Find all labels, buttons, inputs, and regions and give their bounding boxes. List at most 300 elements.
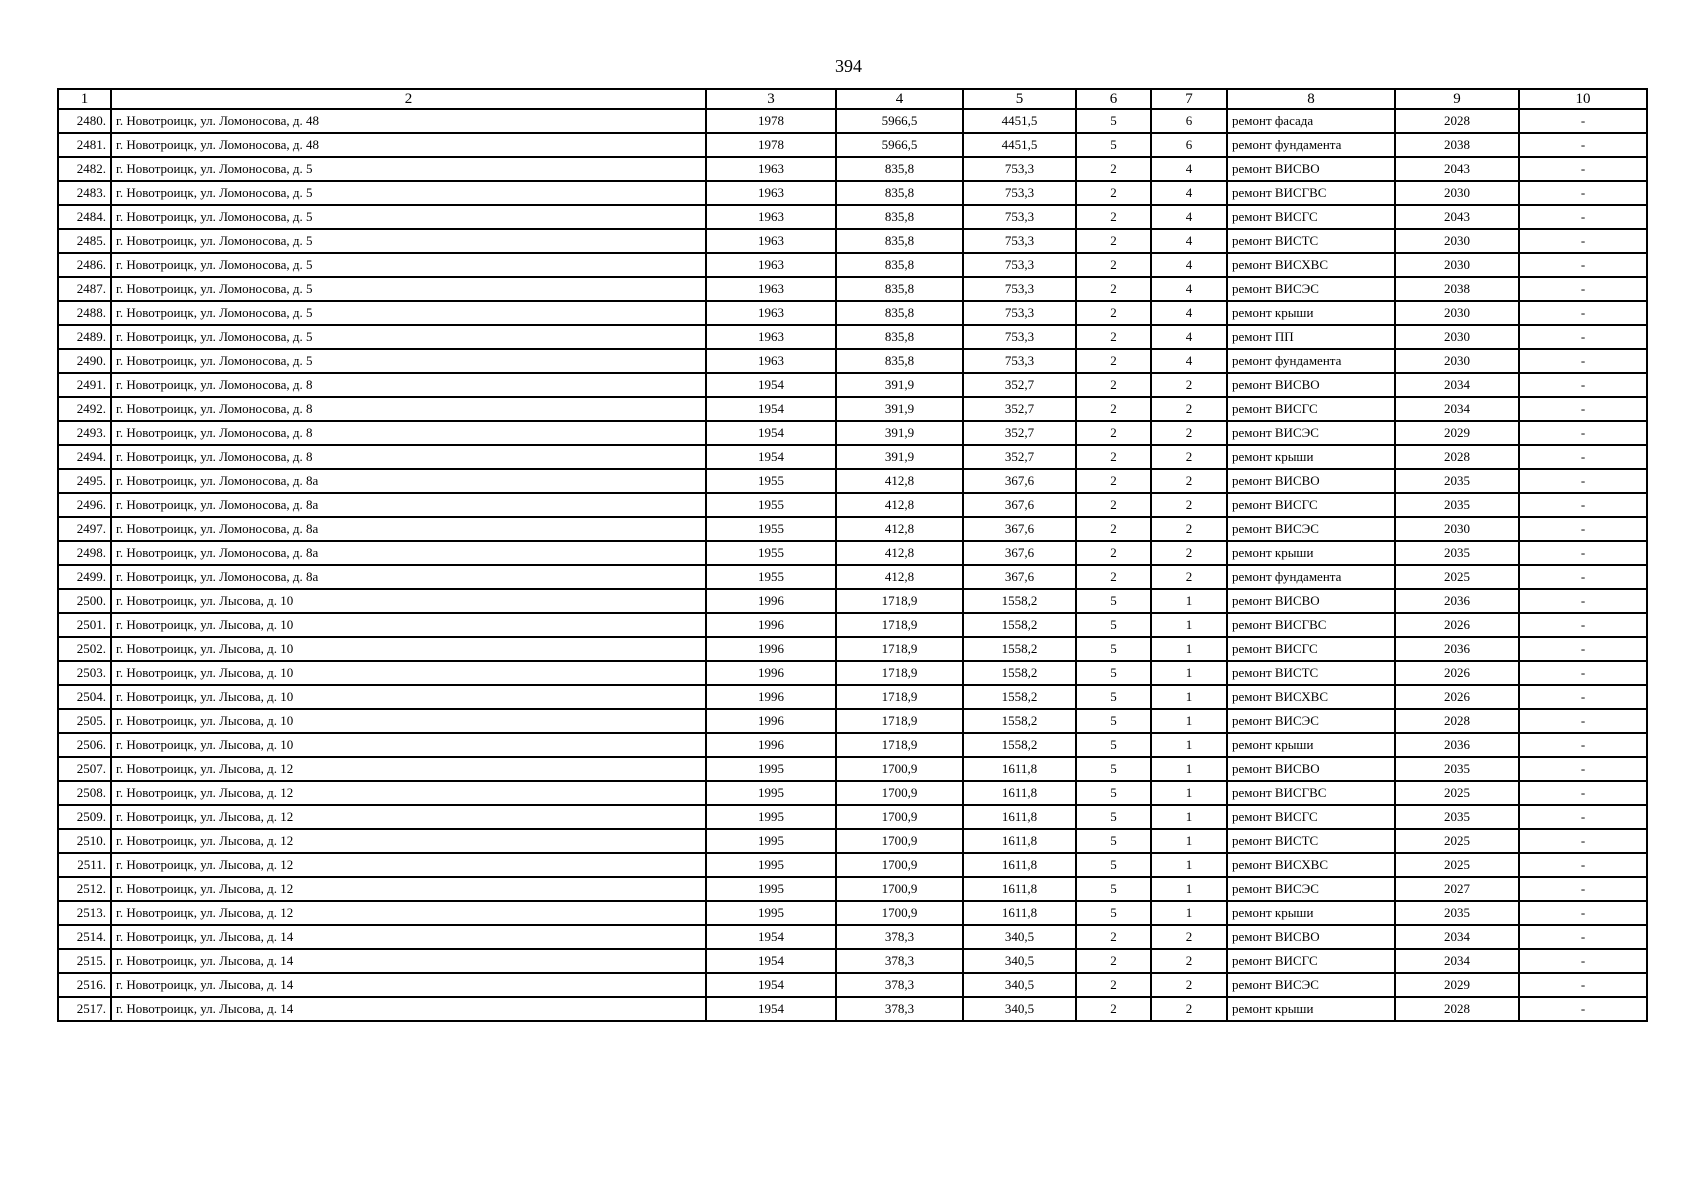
column-10-cell: - <box>1519 109 1647 133</box>
row-number: 2512. <box>58 877 111 901</box>
row-number: 2483. <box>58 181 111 205</box>
column-10-cell: - <box>1519 301 1647 325</box>
work-type-cell: ремонт ПП <box>1227 325 1395 349</box>
column-10-cell: - <box>1519 709 1647 733</box>
living-area-cell: 753,3 <box>963 205 1076 229</box>
floors-cell: 5 <box>1076 661 1151 685</box>
total-area-cell: 1700,9 <box>836 757 963 781</box>
row-number: 2497. <box>58 517 111 541</box>
table-row <box>58 469 1647 493</box>
year-built-cell: 1955 <box>706 541 836 565</box>
work-type-cell: ремонт ВИСХВС <box>1227 685 1395 709</box>
total-area-cell: 412,8 <box>836 493 963 517</box>
entrances-cell: 4 <box>1151 349 1227 373</box>
table-row <box>58 325 1647 349</box>
row-number: 2514. <box>58 925 111 949</box>
column-10-cell: - <box>1519 349 1647 373</box>
row-number: 2500. <box>58 589 111 613</box>
column-header-4: 4 <box>836 89 963 109</box>
total-area-cell: 412,8 <box>836 565 963 589</box>
work-type-cell: ремонт крыши <box>1227 301 1395 325</box>
row-number: 2492. <box>58 397 111 421</box>
work-type-cell: ремонт ВИСТС <box>1227 829 1395 853</box>
table-row <box>58 877 1647 901</box>
living-area-cell: 1558,2 <box>963 637 1076 661</box>
entrances-cell: 1 <box>1151 637 1227 661</box>
column-10-cell: - <box>1519 925 1647 949</box>
address-cell: г. Новотроицк, ул. Лысова, д. 12 <box>111 901 706 925</box>
column-10-cell: - <box>1519 781 1647 805</box>
floors-cell: 2 <box>1076 253 1151 277</box>
work-type-cell: ремонт крыши <box>1227 997 1395 1021</box>
total-area-cell: 835,8 <box>836 253 963 277</box>
living-area-cell: 753,3 <box>963 349 1076 373</box>
year-built-cell: 1954 <box>706 421 836 445</box>
floors-cell: 2 <box>1076 925 1151 949</box>
row-number: 2484. <box>58 205 111 229</box>
row-number: 2480. <box>58 109 111 133</box>
floors-cell: 5 <box>1076 733 1151 757</box>
table-row <box>58 133 1647 157</box>
planned-year-cell: 2034 <box>1395 373 1519 397</box>
work-type-cell: ремонт ВИСХВС <box>1227 853 1395 877</box>
year-built-cell: 1995 <box>706 877 836 901</box>
total-area-cell: 1718,9 <box>836 709 963 733</box>
table-row <box>58 181 1647 205</box>
living-area-cell: 352,7 <box>963 421 1076 445</box>
floors-cell: 5 <box>1076 829 1151 853</box>
entrances-cell: 2 <box>1151 397 1227 421</box>
table-row <box>58 829 1647 853</box>
entrances-cell: 4 <box>1151 229 1227 253</box>
total-area-cell: 1700,9 <box>836 877 963 901</box>
table-row <box>58 565 1647 589</box>
address-cell: г. Новотроицк, ул. Лысова, д. 10 <box>111 733 706 757</box>
living-area-cell: 367,6 <box>963 493 1076 517</box>
entrances-cell: 2 <box>1151 997 1227 1021</box>
year-built-cell: 1954 <box>706 925 836 949</box>
row-number: 2509. <box>58 805 111 829</box>
page-number: 394 <box>835 56 862 76</box>
entrances-cell: 1 <box>1151 805 1227 829</box>
year-built-cell: 1954 <box>706 373 836 397</box>
column-header-7: 7 <box>1151 89 1227 109</box>
work-type-cell: ремонт ВИСЭС <box>1227 973 1395 997</box>
address-cell: г. Новотроицк, ул. Ломоносова, д. 8а <box>111 565 706 589</box>
year-built-cell: 1978 <box>706 133 836 157</box>
total-area-cell: 1718,9 <box>836 637 963 661</box>
column-10-cell: - <box>1519 973 1647 997</box>
column-10-cell: - <box>1519 517 1647 541</box>
address-cell: г. Новотроицк, ул. Ломоносова, д. 8а <box>111 469 706 493</box>
work-type-cell: ремонт ВИСВО <box>1227 925 1395 949</box>
address-cell: г. Новотроицк, ул. Лысова, д. 12 <box>111 757 706 781</box>
planned-year-cell: 2043 <box>1395 157 1519 181</box>
row-number: 2502. <box>58 637 111 661</box>
entrances-cell: 6 <box>1151 109 1227 133</box>
column-10-cell: - <box>1519 397 1647 421</box>
year-built-cell: 1996 <box>706 733 836 757</box>
planned-year-cell: 2030 <box>1395 229 1519 253</box>
floors-cell: 5 <box>1076 781 1151 805</box>
total-area-cell: 5966,5 <box>836 133 963 157</box>
total-area-cell: 1718,9 <box>836 661 963 685</box>
table-row <box>58 637 1647 661</box>
table-row <box>58 445 1647 469</box>
housing-repair-table <box>57 88 1648 1022</box>
work-type-cell: ремонт ВИСВО <box>1227 589 1395 613</box>
total-area-cell: 1718,9 <box>836 685 963 709</box>
table-row <box>58 709 1647 733</box>
table-row <box>58 541 1647 565</box>
row-number: 2481. <box>58 133 111 157</box>
floors-cell: 2 <box>1076 493 1151 517</box>
planned-year-cell: 2030 <box>1395 325 1519 349</box>
address-cell: г. Новотроицк, ул. Ломоносова, д. 48 <box>111 133 706 157</box>
year-built-cell: 1963 <box>706 349 836 373</box>
total-area-cell: 378,3 <box>836 949 963 973</box>
column-header-9: 9 <box>1395 89 1519 109</box>
entrances-cell: 1 <box>1151 829 1227 853</box>
address-cell: г. Новотроицк, ул. Ломоносова, д. 5 <box>111 229 706 253</box>
living-area-cell: 1611,8 <box>963 829 1076 853</box>
address-cell: г. Новотроицк, ул. Ломоносова, д. 5 <box>111 301 706 325</box>
address-cell: г. Новотроицк, ул. Ломоносова, д. 8а <box>111 541 706 565</box>
entrances-cell: 4 <box>1151 301 1227 325</box>
entrances-cell: 2 <box>1151 973 1227 997</box>
planned-year-cell: 2035 <box>1395 901 1519 925</box>
living-area-cell: 753,3 <box>963 157 1076 181</box>
column-10-cell: - <box>1519 901 1647 925</box>
row-number: 2511. <box>58 853 111 877</box>
column-10-cell: - <box>1519 661 1647 685</box>
planned-year-cell: 2035 <box>1395 541 1519 565</box>
living-area-cell: 4451,5 <box>963 109 1076 133</box>
planned-year-cell: 2035 <box>1395 469 1519 493</box>
floors-cell: 5 <box>1076 853 1151 877</box>
address-cell: г. Новотроицк, ул. Ломоносова, д. 5 <box>111 205 706 229</box>
floors-cell: 5 <box>1076 901 1151 925</box>
address-cell: г. Новотроицк, ул. Ломоносова, д. 48 <box>111 109 706 133</box>
floors-cell: 2 <box>1076 229 1151 253</box>
living-area-cell: 340,5 <box>963 973 1076 997</box>
total-area-cell: 378,3 <box>836 997 963 1021</box>
table-row <box>58 733 1647 757</box>
address-cell: г. Новотроицк, ул. Лысова, д. 10 <box>111 709 706 733</box>
total-area-cell: 378,3 <box>836 973 963 997</box>
planned-year-cell: 2029 <box>1395 973 1519 997</box>
planned-year-cell: 2030 <box>1395 181 1519 205</box>
planned-year-cell: 2026 <box>1395 661 1519 685</box>
planned-year-cell: 2034 <box>1395 949 1519 973</box>
work-type-cell: ремонт ВИСВО <box>1227 757 1395 781</box>
column-10-cell: - <box>1519 229 1647 253</box>
table-row <box>58 373 1647 397</box>
year-built-cell: 1996 <box>706 709 836 733</box>
year-built-cell: 1963 <box>706 325 836 349</box>
table-row <box>58 277 1647 301</box>
table-row <box>58 973 1647 997</box>
entrances-cell: 2 <box>1151 565 1227 589</box>
year-built-cell: 1996 <box>706 613 836 637</box>
year-built-cell: 1954 <box>706 997 836 1021</box>
table-row <box>58 757 1647 781</box>
planned-year-cell: 2028 <box>1395 109 1519 133</box>
floors-cell: 2 <box>1076 997 1151 1021</box>
living-area-cell: 367,6 <box>963 469 1076 493</box>
work-type-cell: ремонт ВИСТС <box>1227 661 1395 685</box>
floors-cell: 5 <box>1076 589 1151 613</box>
year-built-cell: 1963 <box>706 301 836 325</box>
row-number: 2489. <box>58 325 111 349</box>
column-10-cell: - <box>1519 853 1647 877</box>
address-cell: г. Новотроицк, ул. Лысова, д. 14 <box>111 973 706 997</box>
entrances-cell: 4 <box>1151 157 1227 181</box>
address-cell: г. Новотроицк, ул. Лысова, д. 12 <box>111 853 706 877</box>
column-10-cell: - <box>1519 685 1647 709</box>
row-number: 2506. <box>58 733 111 757</box>
total-area-cell: 1700,9 <box>836 901 963 925</box>
row-number: 2488. <box>58 301 111 325</box>
table-row <box>58 493 1647 517</box>
living-area-cell: 4451,5 <box>963 133 1076 157</box>
floors-cell: 2 <box>1076 349 1151 373</box>
work-type-cell: ремонт ВИСГС <box>1227 493 1395 517</box>
living-area-cell: 367,6 <box>963 565 1076 589</box>
year-built-cell: 1954 <box>706 397 836 421</box>
address-cell: г. Новотроицк, ул. Ломоносова, д. 8 <box>111 445 706 469</box>
planned-year-cell: 2026 <box>1395 613 1519 637</box>
total-area-cell: 5966,5 <box>836 109 963 133</box>
address-cell: г. Новотроицк, ул. Лысова, д. 12 <box>111 877 706 901</box>
table-row <box>58 613 1647 637</box>
planned-year-cell: 2028 <box>1395 997 1519 1021</box>
table-row <box>58 421 1647 445</box>
column-10-cell: - <box>1519 637 1647 661</box>
floors-cell: 2 <box>1076 565 1151 589</box>
entrances-cell: 4 <box>1151 205 1227 229</box>
work-type-cell: ремонт ВИСЭС <box>1227 421 1395 445</box>
table-row <box>58 205 1647 229</box>
total-area-cell: 1718,9 <box>836 733 963 757</box>
entrances-cell: 2 <box>1151 925 1227 949</box>
floors-cell: 2 <box>1076 157 1151 181</box>
column-10-cell: - <box>1519 253 1647 277</box>
address-cell: г. Новотроицк, ул. Лысова, д. 10 <box>111 685 706 709</box>
living-area-cell: 352,7 <box>963 373 1076 397</box>
work-type-cell: ремонт фундамента <box>1227 349 1395 373</box>
row-number: 2510. <box>58 829 111 853</box>
entrances-cell: 4 <box>1151 253 1227 277</box>
year-built-cell: 1963 <box>706 157 836 181</box>
work-type-cell: ремонт фундамента <box>1227 133 1395 157</box>
column-10-cell: - <box>1519 613 1647 637</box>
entrances-cell: 2 <box>1151 517 1227 541</box>
work-type-cell: ремонт ВИСВО <box>1227 469 1395 493</box>
row-number: 2493. <box>58 421 111 445</box>
total-area-cell: 835,8 <box>836 301 963 325</box>
planned-year-cell: 2025 <box>1395 829 1519 853</box>
column-10-cell: - <box>1519 829 1647 853</box>
total-area-cell: 391,9 <box>836 373 963 397</box>
address-cell: г. Новотроицк, ул. Лысова, д. 14 <box>111 949 706 973</box>
floors-cell: 2 <box>1076 421 1151 445</box>
entrances-cell: 2 <box>1151 469 1227 493</box>
total-area-cell: 412,8 <box>836 469 963 493</box>
row-number: 2513. <box>58 901 111 925</box>
entrances-cell: 1 <box>1151 709 1227 733</box>
entrances-cell: 1 <box>1151 733 1227 757</box>
column-10-cell: - <box>1519 733 1647 757</box>
work-type-cell: ремонт ВИСТС <box>1227 229 1395 253</box>
year-built-cell: 1963 <box>706 229 836 253</box>
row-number: 2508. <box>58 781 111 805</box>
total-area-cell: 1700,9 <box>836 781 963 805</box>
planned-year-cell: 2030 <box>1395 253 1519 277</box>
planned-year-cell: 2028 <box>1395 445 1519 469</box>
column-10-cell: - <box>1519 589 1647 613</box>
living-area-cell: 1611,8 <box>963 853 1076 877</box>
planned-year-cell: 2035 <box>1395 757 1519 781</box>
table-row <box>58 157 1647 181</box>
work-type-cell: ремонт ВИСГС <box>1227 637 1395 661</box>
year-built-cell: 1996 <box>706 661 836 685</box>
planned-year-cell: 2030 <box>1395 349 1519 373</box>
column-10-cell: - <box>1519 373 1647 397</box>
entrances-cell: 1 <box>1151 781 1227 805</box>
total-area-cell: 1700,9 <box>836 829 963 853</box>
year-built-cell: 1995 <box>706 829 836 853</box>
entrances-cell: 1 <box>1151 685 1227 709</box>
floors-cell: 5 <box>1076 685 1151 709</box>
floors-cell: 5 <box>1076 709 1151 733</box>
total-area-cell: 835,8 <box>836 229 963 253</box>
total-area-cell: 412,8 <box>836 517 963 541</box>
work-type-cell: ремонт ВИСЭС <box>1227 709 1395 733</box>
total-area-cell: 391,9 <box>836 421 963 445</box>
entrances-cell: 1 <box>1151 589 1227 613</box>
floors-cell: 5 <box>1076 805 1151 829</box>
row-number: 2499. <box>58 565 111 589</box>
address-cell: г. Новотроицк, ул. Ломоносова, д. 8а <box>111 517 706 541</box>
total-area-cell: 835,8 <box>836 349 963 373</box>
year-built-cell: 1955 <box>706 565 836 589</box>
work-type-cell: ремонт ВИСХВС <box>1227 253 1395 277</box>
total-area-cell: 391,9 <box>836 397 963 421</box>
living-area-cell: 1611,8 <box>963 901 1076 925</box>
living-area-cell: 1611,8 <box>963 757 1076 781</box>
planned-year-cell: 2034 <box>1395 925 1519 949</box>
floors-cell: 5 <box>1076 877 1151 901</box>
year-built-cell: 1996 <box>706 685 836 709</box>
planned-year-cell: 2029 <box>1395 421 1519 445</box>
row-number: 2504. <box>58 685 111 709</box>
planned-year-cell: 2034 <box>1395 397 1519 421</box>
column-header-6: 6 <box>1076 89 1151 109</box>
year-built-cell: 1995 <box>706 853 836 877</box>
living-area-cell: 753,3 <box>963 181 1076 205</box>
table-row <box>58 397 1647 421</box>
floors-cell: 5 <box>1076 757 1151 781</box>
table-body <box>58 109 1647 1021</box>
planned-year-cell: 2025 <box>1395 853 1519 877</box>
work-type-cell: ремонт фундамента <box>1227 565 1395 589</box>
living-area-cell: 340,5 <box>963 925 1076 949</box>
living-area-cell: 753,3 <box>963 325 1076 349</box>
floors-cell: 2 <box>1076 397 1151 421</box>
work-type-cell: ремонт ВИСЭС <box>1227 277 1395 301</box>
total-area-cell: 835,8 <box>836 205 963 229</box>
planned-year-cell: 2035 <box>1395 493 1519 517</box>
living-area-cell: 340,5 <box>963 949 1076 973</box>
address-cell: г. Новотроицк, ул. Ломоносова, д. 5 <box>111 325 706 349</box>
table-row <box>58 685 1647 709</box>
work-type-cell: ремонт ВИСГС <box>1227 205 1395 229</box>
living-area-cell: 1558,2 <box>963 733 1076 757</box>
row-number: 2485. <box>58 229 111 253</box>
planned-year-cell: 2027 <box>1395 877 1519 901</box>
floors-cell: 2 <box>1076 373 1151 397</box>
entrances-cell: 4 <box>1151 181 1227 205</box>
column-10-cell: - <box>1519 541 1647 565</box>
planned-year-cell: 2036 <box>1395 733 1519 757</box>
entrances-cell: 1 <box>1151 853 1227 877</box>
address-cell: г. Новотроицк, ул. Ломоносова, д. 8 <box>111 421 706 445</box>
address-cell: г. Новотроицк, ул. Ломоносова, д. 8а <box>111 493 706 517</box>
work-type-cell: ремонт фасада <box>1227 109 1395 133</box>
column-header-8: 8 <box>1227 89 1395 109</box>
row-number: 2516. <box>58 973 111 997</box>
planned-year-cell: 2036 <box>1395 637 1519 661</box>
entrances-cell: 4 <box>1151 325 1227 349</box>
address-cell: г. Новотроицк, ул. Лысова, д. 12 <box>111 805 706 829</box>
floors-cell: 2 <box>1076 301 1151 325</box>
address-cell: г. Новотроицк, ул. Ломоносова, д. 5 <box>111 253 706 277</box>
work-type-cell: ремонт крыши <box>1227 901 1395 925</box>
total-area-cell: 391,9 <box>836 445 963 469</box>
address-cell: г. Новотроицк, ул. Лысова, д. 10 <box>111 661 706 685</box>
entrances-cell: 2 <box>1151 445 1227 469</box>
living-area-cell: 1558,2 <box>963 589 1076 613</box>
year-built-cell: 1978 <box>706 109 836 133</box>
column-header-5: 5 <box>963 89 1076 109</box>
table-row <box>58 109 1647 133</box>
work-type-cell: ремонт ВИСГС <box>1227 397 1395 421</box>
entrances-cell: 6 <box>1151 133 1227 157</box>
floors-cell: 5 <box>1076 133 1151 157</box>
row-number: 2490. <box>58 349 111 373</box>
total-area-cell: 835,8 <box>836 157 963 181</box>
table-row <box>58 517 1647 541</box>
entrances-cell: 1 <box>1151 877 1227 901</box>
column-10-cell: - <box>1519 277 1647 301</box>
column-10-cell: - <box>1519 949 1647 973</box>
year-built-cell: 1955 <box>706 469 836 493</box>
living-area-cell: 340,5 <box>963 997 1076 1021</box>
address-cell: г. Новотроицк, ул. Лысова, д. 10 <box>111 589 706 613</box>
table-row <box>58 661 1647 685</box>
floors-cell: 5 <box>1076 109 1151 133</box>
year-built-cell: 1996 <box>706 589 836 613</box>
living-area-cell: 753,3 <box>963 229 1076 253</box>
year-built-cell: 1963 <box>706 205 836 229</box>
table-row <box>58 925 1647 949</box>
entrances-cell: 4 <box>1151 277 1227 301</box>
column-header-1: 1 <box>58 89 111 109</box>
planned-year-cell: 2030 <box>1395 301 1519 325</box>
address-cell: г. Новотроицк, ул. Лысова, д. 14 <box>111 925 706 949</box>
total-area-cell: 1718,9 <box>836 613 963 637</box>
